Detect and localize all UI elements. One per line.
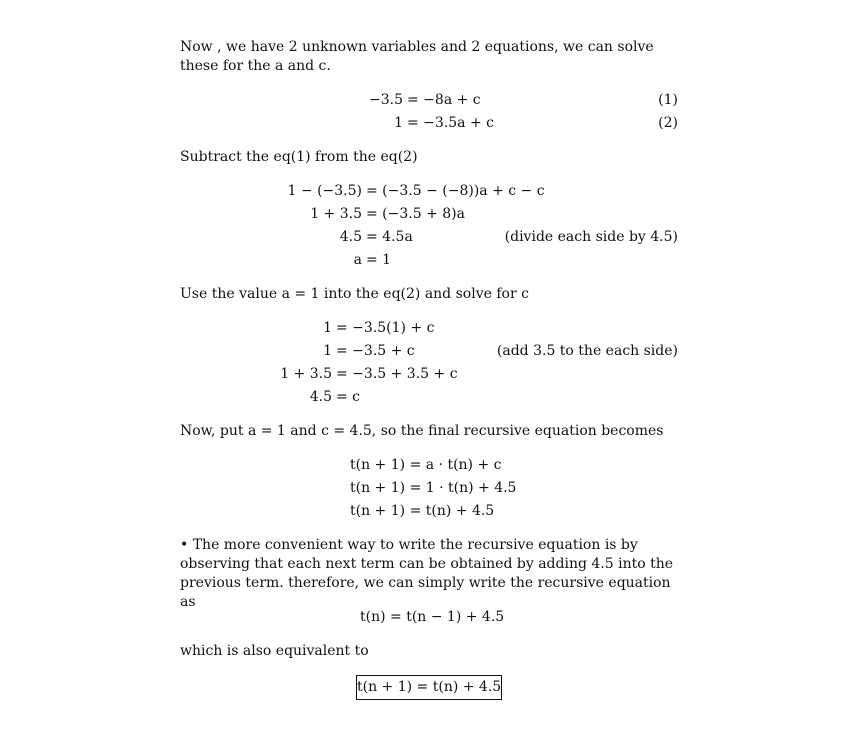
- equation-2-lhs: 1: [394, 115, 403, 131]
- final-step-rhs: = t(n) + 4.5: [409, 503, 495, 519]
- step-rhs: = c: [336, 389, 361, 405]
- final-step-line: [350, 501, 494, 521]
- now-put-paragraph: Now, put a = 1 and c = 4.5, so the final recursive equation becomes: [180, 423, 664, 439]
- step-rhs: = 1: [366, 252, 392, 268]
- final-step-line: [350, 478, 516, 498]
- equivalent-paragraph: which is also equivalent to: [180, 643, 369, 659]
- convenient-paragraph: • The more convenient way to write the recursive equation is by observing that each next term can be obtained by adding 4.5 into the previous term. therefore, we can simply write the recursive equation as: [180, 537, 674, 610]
- convenient-equation: t(n) = t(n − 1) + 4.5: [360, 609, 505, 625]
- step-note: (divide each side by 4.5): [504, 229, 678, 245]
- equation-1-lhs: −3.5: [369, 92, 403, 108]
- boxed-final-equation: t(n + 1) = t(n) + 4.5: [356, 675, 502, 700]
- final-step-rhs: = 1 · t(n) + 4.5: [409, 480, 517, 496]
- step-lhs: 1 + 3.5: [280, 366, 332, 382]
- final-step-line: [350, 455, 501, 475]
- final-step-lhs: t(n + 1): [350, 503, 406, 519]
- step-lhs: 1: [323, 320, 332, 336]
- use-value-paragraph: Use the value a = 1 into the eq(2) and solve for c: [180, 286, 529, 302]
- subtract-paragraph: Subtract the eq(1) from the eq(2): [180, 149, 418, 165]
- final-step-lhs: t(n + 1): [350, 457, 406, 473]
- final-step-lhs: t(n + 1): [350, 480, 406, 496]
- step-lhs: a: [353, 252, 362, 268]
- equation-2-tag: (2): [658, 115, 678, 131]
- final-step-rhs: = a · t(n) + c: [409, 457, 502, 473]
- equation-1-rhs: = −8a + c: [407, 92, 481, 108]
- equation-1-tag: (1): [658, 92, 678, 108]
- step-rhs: = (−3.5 + 8)a: [366, 206, 465, 222]
- step-rhs: = −3.5(1) + c: [336, 320, 435, 336]
- step-lhs: 4.5: [339, 229, 362, 245]
- equation-2-rhs: = −3.5a + c: [407, 115, 494, 131]
- step-rhs: = (−3.5 − (−8))a + c − c: [366, 183, 545, 199]
- step-rhs: = −3.5 + 3.5 + c: [336, 366, 458, 382]
- step-lhs: 1 − (−3.5): [287, 183, 362, 199]
- step-lhs: 1: [323, 343, 332, 359]
- step-rhs: = −3.5 + c: [336, 343, 415, 359]
- step-rhs: = 4.5a: [366, 229, 413, 245]
- step-lhs: 4.5: [309, 389, 332, 405]
- step-lhs: 1 + 3.5: [310, 206, 362, 222]
- intro-paragraph: Now , we have 2 unknown variables and 2 equations, we can solve these for the a and c.: [180, 39, 654, 74]
- step-note: (add 3.5 to the each side): [496, 343, 678, 359]
